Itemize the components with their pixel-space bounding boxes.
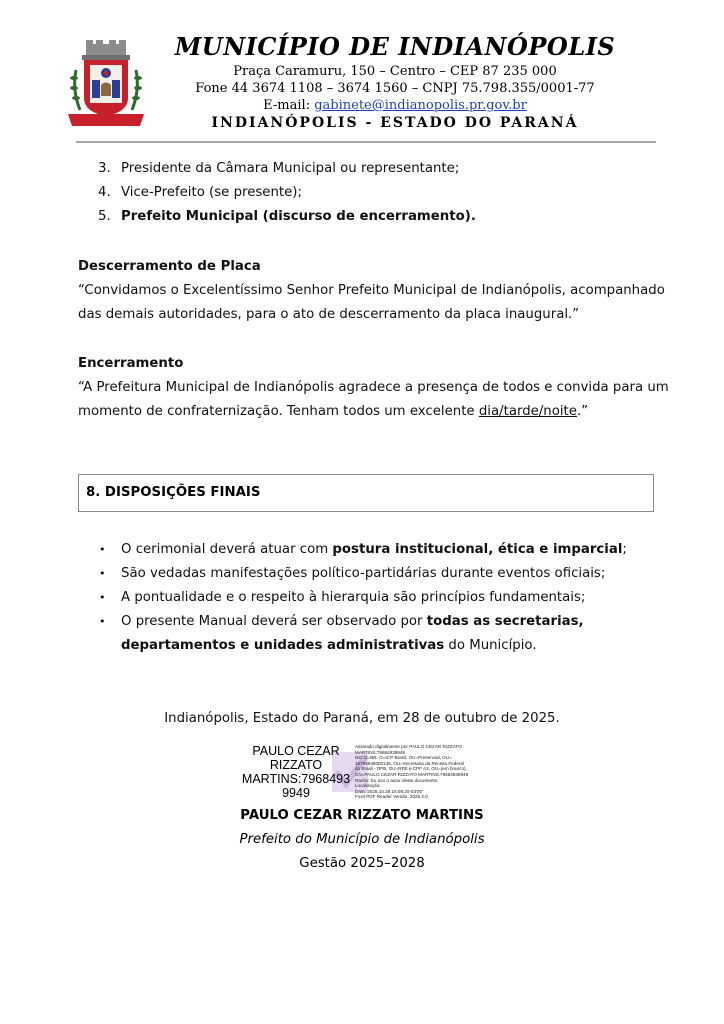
list-item: Prefeito Municipal (discurso de encerramento). bbox=[121, 209, 476, 224]
signature-detail-line: Localização: bbox=[355, 783, 381, 789]
bullet-icon: • bbox=[99, 567, 106, 580]
municipality-title: MUNICÍPIO DE INDIANÓPOLIS bbox=[174, 32, 616, 61]
bullet-emphasis: todas as secretarias, bbox=[426, 614, 584, 629]
municipal-coat-of-arms-icon bbox=[66, 40, 146, 132]
list-item: Vice-Prefeito (se presente); bbox=[121, 185, 302, 200]
section-title: 8. DISPOSIÇÕES FINAIS bbox=[86, 485, 261, 500]
bullet-item: São vedadas manifestações político-partidárias durante eventos oficiais; bbox=[121, 566, 606, 581]
signatory-name: PAULO CEZAR RIZZATO MARTINS bbox=[240, 808, 484, 823]
bullet-text: do Município. bbox=[444, 638, 537, 653]
list-item: Presidente da Câmara Municipal ou representante; bbox=[121, 161, 460, 176]
phone-cnpj-line: Fone 44 3674 1108 – 3674 1560 – CNPJ 75.798.355/0001-77 bbox=[195, 81, 595, 96]
signature-detail-line: Assinado digitalmente por PAULO CEZAR RIZZATO bbox=[355, 744, 462, 749]
closing-text-line: “A Prefeitura Municipal de Indianópolis agradece a presença de todos e convida para um bbox=[78, 380, 669, 395]
signature-detail-line: Foxit PDF Reader Versão: 2025.2.0 bbox=[355, 794, 428, 800]
signature-name-line: 9949 bbox=[282, 786, 310, 800]
unveiling-text-line: “Convidamos o Excelentíssimo Senhor Prefeito Municipal de Indianópolis, acompanhado bbox=[78, 283, 665, 298]
bullet-item bbox=[121, 538, 661, 562]
greeting-options: dia/tarde/noite bbox=[478, 404, 577, 419]
unveiling-text-line: das demais autoridades, para o ato de descerramento da placa inaugural.” bbox=[78, 307, 580, 322]
bullet-text: O cerimonial deverá atuar com bbox=[121, 542, 333, 557]
bullet-item bbox=[121, 610, 661, 634]
bullet-emphasis: departamentos e unidades administrativas bbox=[121, 638, 445, 653]
signature-detail-line: ND: C=BR, O=ICP-Brasil, OU=Presencial, OU= bbox=[355, 755, 452, 761]
signature-name-line: PAULO CEZAR bbox=[252, 744, 340, 758]
closing-text-line bbox=[78, 400, 678, 424]
signature-detail-line: do Brasil - RFB, OU=RFB e-CPF A3, OU=(em branco), bbox=[355, 766, 467, 772]
digital-signature-details[interactable] bbox=[355, 744, 485, 800]
signatory-role: Prefeito do Município de Indianópolis bbox=[239, 832, 485, 847]
signature-name-line: MARTINS:7968493 bbox=[241, 772, 351, 786]
place-date: Indianópolis, Estado do Paraná, em 28 de outubro de 2025. bbox=[164, 711, 560, 726]
signature-name-line: RIZZATO bbox=[269, 758, 323, 772]
signatory-term: Gestão 2025–2028 bbox=[299, 856, 425, 871]
bullet-icon: • bbox=[99, 591, 106, 604]
address-line: Praça Caramuru, 150 – Centro – CEP 87 235 000 bbox=[233, 64, 557, 79]
bullet-emphasis: postura institucional, ética e imparcial bbox=[332, 542, 623, 557]
header-divider bbox=[76, 141, 656, 143]
bullet-text: O presente Manual deverá ser observado por bbox=[121, 614, 427, 629]
email-label: E-mail: bbox=[263, 98, 315, 113]
list-number: 3. bbox=[98, 161, 111, 176]
bullet-text: ; bbox=[622, 542, 627, 557]
state-line: INDIANÓPOLIS - ESTADO DO PARANÁ bbox=[211, 115, 579, 131]
email-line bbox=[160, 98, 630, 114]
bullet-item: A pontualidade e o respeito à hierarquia são princípios fundamentais; bbox=[121, 590, 586, 605]
signature-detail-line: CN=PAULO CEZAR RIZZATO MARTINS:79684939949 bbox=[355, 771, 469, 777]
signature-detail-line: 15795848000135, OU=Secretaria da Receita Federal bbox=[355, 760, 464, 766]
list-number: 5. bbox=[98, 209, 111, 224]
closing-heading: Encerramento bbox=[78, 356, 184, 371]
closing-text: momento de confraternização. Tenham todos um excelente bbox=[78, 404, 479, 419]
bullet-icon: • bbox=[99, 615, 106, 628]
bullet-icon: • bbox=[99, 543, 106, 556]
unveiling-heading: Descerramento de Placa bbox=[78, 259, 261, 274]
signature-detail-line: Data: 2025.10.28 16:08:20-03'00' bbox=[355, 788, 423, 794]
signature-detail-line: Razão: Eu sou o autor deste documento bbox=[355, 777, 438, 783]
email-link[interactable]: gabinete@indianopolis.pr.gov.br bbox=[314, 98, 527, 113]
digital-signature-name[interactable] bbox=[236, 744, 356, 800]
signature-detail-line: MARTINS:79684939949 bbox=[355, 749, 405, 755]
closing-text: .” bbox=[576, 404, 589, 419]
list-number: 4. bbox=[98, 185, 111, 200]
bullet-item-continuation bbox=[121, 634, 661, 658]
